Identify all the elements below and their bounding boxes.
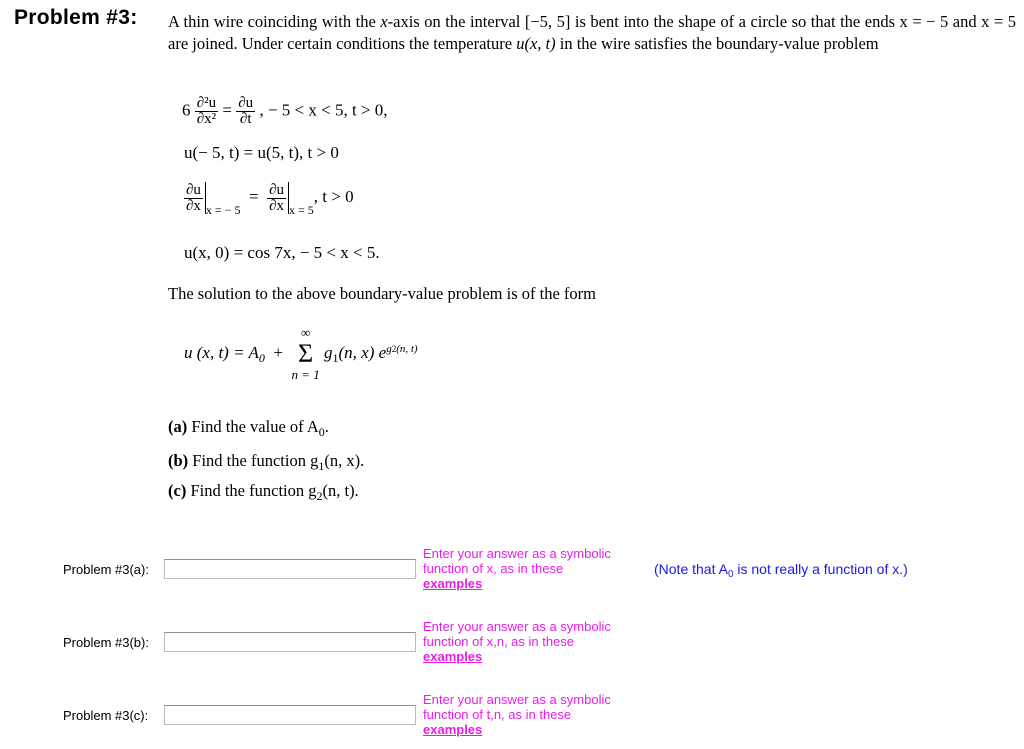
statement-part3: x = − 5 and x = 5 are joined. Under certain conditions the temperature — [168, 12, 1016, 53]
part-b-sub: 1 — [318, 459, 325, 473]
statement-part4: in the wire satisfies the boundary-value problem — [555, 34, 879, 53]
pde-left-fraction — [195, 96, 218, 127]
a0-note-sub: 0 — [727, 569, 734, 580]
statement-part2: -axis on the interval [−5, 5] is bent into the shape of a circle so that the ends — [387, 12, 900, 31]
part-a-sub: 0 — [318, 425, 325, 439]
part-c — [168, 481, 359, 504]
bc2-right-num: ∂u — [269, 181, 284, 198]
a0-note-post: is not really a function of x.) — [733, 561, 908, 577]
problem-title: Problem #3: — [14, 6, 138, 29]
sum-symbol: Σ — [298, 339, 314, 368]
answer-a-hint-line2: function of x, as in these — [423, 561, 564, 576]
boundary-condition-1: u(− 5, t) = u(5, t), t > 0 — [184, 143, 339, 162]
answer-c-examples-link[interactable]: examples — [423, 722, 483, 737]
statement-u: u(x, t) — [516, 34, 556, 53]
a0-sub: 0 — [258, 350, 265, 365]
answer-c-label: Problem #3(c): — [63, 708, 149, 723]
boundary-condition-2 — [184, 182, 354, 218]
answer-b-hint — [423, 619, 611, 664]
term-g1-args: (n, x) e — [338, 342, 387, 362]
part-c-post: (n, t). — [322, 481, 359, 500]
problem-statement — [168, 11, 1016, 55]
bc2-equals: = — [248, 186, 259, 206]
answer-a-hint-line1: Enter your answer as a symbolic — [423, 546, 611, 561]
statement-part1: A thin wire coinciding with the — [168, 12, 381, 31]
pde-left-num: ∂²u — [196, 95, 217, 111]
answer-a-examples-link[interactable]: examples — [423, 576, 483, 591]
answer-a-input[interactable] — [164, 559, 416, 579]
answer-c-hint-line2: function of t,n, as in these — [423, 707, 572, 722]
pde-coefficient: 6 — [182, 100, 191, 120]
answer-b-hint-line2: function of x,n, as in these — [423, 634, 575, 649]
term-exp-sub: 2 — [391, 343, 397, 354]
solution-lhs: u (x, t) = A — [184, 342, 259, 362]
solution-plus: + — [273, 342, 283, 362]
part-a-letter: (a) — [168, 417, 188, 436]
bc2-left-num: ∂u — [186, 181, 201, 198]
bc2-condition: , t > 0 — [313, 186, 354, 206]
a0-note — [654, 561, 908, 580]
term-exp-g: g — [386, 342, 392, 355]
pde-domain: , − 5 < x < 5, t > 0, — [259, 100, 388, 120]
pde-equals: = — [222, 100, 233, 120]
part-a-text: Find the value of A — [191, 417, 319, 436]
part-b-post: (n, x). — [324, 451, 365, 470]
sum-bottom: n = 1 — [291, 367, 320, 382]
term-g1: g — [324, 342, 333, 362]
answer-a-label: Problem #3(a): — [63, 562, 149, 577]
initial-condition: u(x, 0) = cos 7x, − 5 < x < 5. — [184, 243, 380, 262]
part-a-post: . — [324, 417, 329, 436]
bc2-left-sub: x = − 5 — [205, 202, 241, 217]
pde-left-den: ∂x² — [196, 111, 217, 127]
answer-b-examples-link[interactable]: examples — [423, 649, 483, 664]
bc2-right-den: ∂x — [269, 197, 284, 214]
answer-b-input[interactable] — [164, 632, 416, 652]
sum-top: ∞ — [300, 325, 311, 340]
term-exponent — [386, 343, 417, 355]
part-b-text: Find the function g — [192, 451, 319, 470]
bc2-left-den: ∂x — [186, 197, 201, 214]
bc2-right-fraction — [267, 183, 286, 214]
answer-c-input[interactable] — [164, 705, 416, 725]
part-c-letter: (c) — [168, 481, 187, 500]
summation — [291, 325, 319, 383]
pde-equation — [182, 96, 388, 127]
solution-formula — [184, 325, 418, 383]
answer-b-label: Problem #3(b): — [63, 635, 149, 650]
pde-right-num: ∂u — [238, 95, 254, 111]
bc2-right-sub: x = 5 — [288, 202, 314, 217]
solution-intro: The solution to the above boundary-value problem is of the form — [168, 284, 596, 303]
part-b-letter: (b) — [168, 451, 189, 470]
term-g1-sub: 1 — [332, 350, 339, 365]
answer-a-hint — [423, 546, 611, 591]
statement-xaxis: x — [380, 12, 388, 31]
part-a — [168, 417, 329, 440]
term-exp-args: (n, t) — [396, 342, 418, 355]
answer-c-hint-line1: Enter your answer as a symbolic — [423, 692, 611, 707]
part-b — [168, 451, 364, 474]
answer-b-hint-line1: Enter your answer as a symbolic — [423, 619, 611, 634]
a0-note-pre: (Note that A — [654, 561, 728, 577]
pde-right-fraction — [236, 96, 255, 127]
bc2-left-fraction — [184, 183, 203, 214]
part-c-sub: 2 — [316, 489, 323, 503]
pde-right-den: ∂t — [239, 111, 252, 127]
answer-c-hint — [423, 692, 611, 737]
part-c-text: Find the function g — [190, 481, 317, 500]
